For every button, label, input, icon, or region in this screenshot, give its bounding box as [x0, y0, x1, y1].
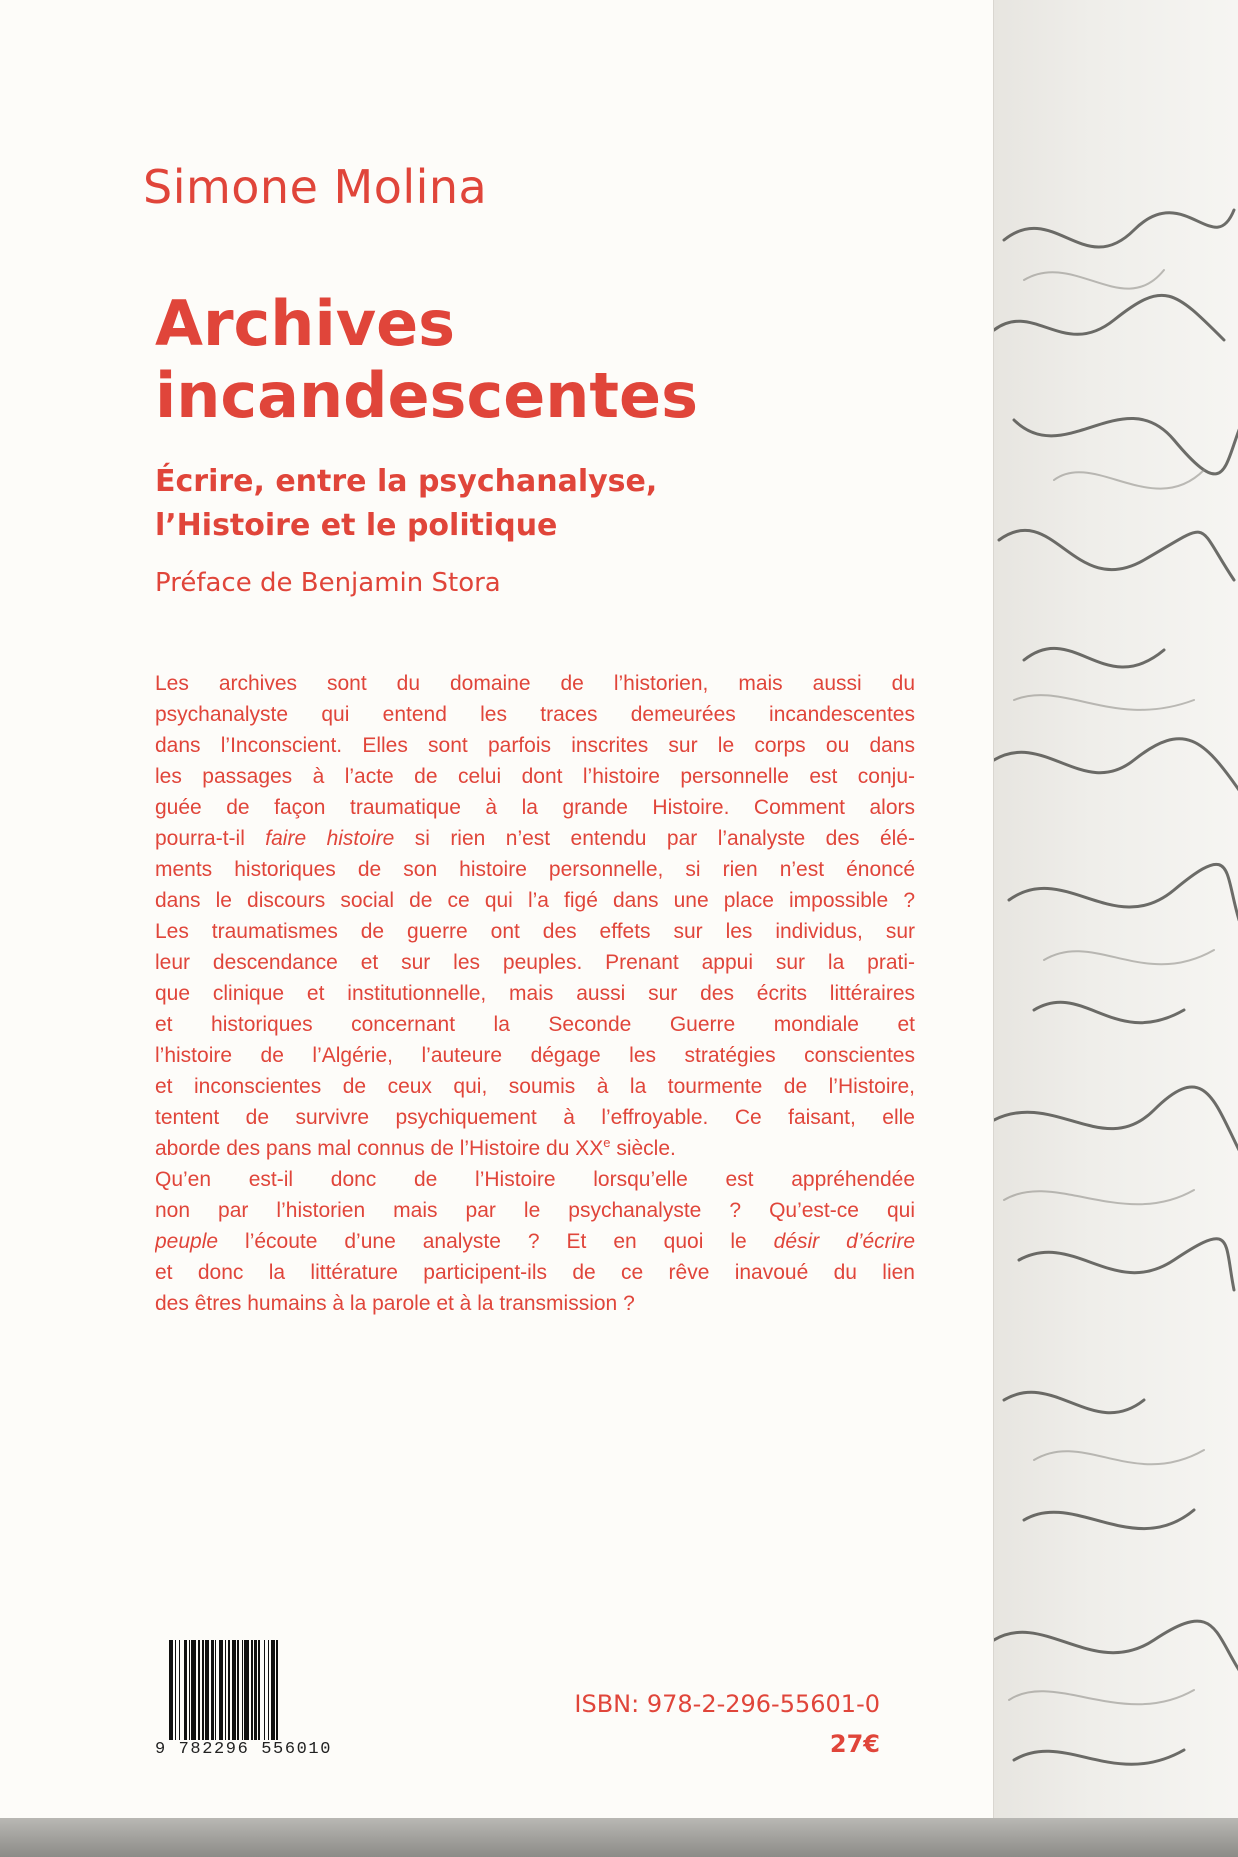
author-name: Simone Molina — [143, 160, 488, 214]
blurb-line: et inconscientes de ceux qui, soumis à la tourmente de l’Histoire, — [155, 1075, 915, 1098]
blurb-italic-phrase: désir d’écrire — [773, 1230, 915, 1253]
blurb-superscript: e — [603, 1135, 611, 1150]
blurb-line: des êtres humains à la parole et à la transmission ? — [155, 1292, 635, 1315]
blurb-italic-phrase: faire histoire — [265, 827, 395, 850]
blurb-line: Qu’en est-il donc de l’Histoire lorsqu’elle est appréhendée — [155, 1168, 915, 1191]
price-label: 27€ — [829, 1730, 880, 1758]
isbn-number: ISBN: 978-2-296-55601-0 — [574, 1690, 880, 1718]
book-subtitle — [155, 460, 657, 548]
barcode-digits: 9 782296 556010 — [155, 1740, 333, 1759]
blurb-italic-phrase: peuple — [155, 1230, 219, 1253]
blurb-line: dans l’Inconscient. Elles sont parfois inscrites sur le corps ou dans — [155, 734, 915, 757]
barcode-bars — [169, 1640, 347, 1740]
book-subtitle-line-2: l’Histoire et le politique — [155, 508, 558, 543]
blurb-line: Les traumatismes de guerre ont des effets sur les individus, sur — [155, 920, 915, 943]
artwork-svg — [994, 0, 1238, 1857]
isbn-barcode — [155, 1640, 355, 1760]
blurb-line: les passages à l’acte de celui dont l’histoire personnelle est conju- — [155, 765, 915, 788]
preface-credit: Préface de Benjamin Stora — [155, 568, 501, 598]
book-title-line-2: incandescentes — [155, 359, 698, 432]
scan-bottom-edge — [0, 1818, 1238, 1857]
blurb-line: guée de façon traumatique à la grande Histoire. Comment alors — [155, 796, 915, 819]
blurb-line: l’histoire de l’Algérie, l’auteure dégage les stratégies conscientes — [155, 1044, 915, 1067]
abstract-line-artwork — [993, 0, 1238, 1857]
book-title-line-1: Archives — [155, 287, 456, 360]
blurb-line: ments historiques de son histoire personnelle, si rien n’est énoncé — [155, 858, 915, 881]
blurb-line: dans le discours social de ce qui l’a figé dans une place impossible ? — [155, 889, 915, 912]
blurb-line: peuple l’écoute d’une analyste ? Et en quoi le désir d’écrire — [155, 1230, 915, 1253]
blurb-line: Les archives sont du domaine de l’historien, mais aussi du — [155, 672, 915, 695]
blurb-line: non par l’historien mais par le psychanalyste ? Qu’est-ce qui — [155, 1199, 915, 1222]
blurb-line: leur descendance et sur les peuples. Prenant appui sur la prati- — [155, 951, 915, 974]
blurb-line: psychanalyste qui entend les traces demeurées incandescentes — [155, 703, 915, 726]
blurb-line: et donc la littérature participent-ils de ce rêve inavoué du lien — [155, 1261, 915, 1284]
blurb-line: tentent de survivre psychiquement à l’effroyable. Ce faisant, elle — [155, 1106, 915, 1129]
blurb-line: aborde des pans mal connus de l’Histoire du XXe siècle. — [155, 1135, 676, 1160]
barcode-bar — [278, 1640, 281, 1740]
blurb-line: pourra-t-il faire histoire si rien n’est entendu par l’analyste des élé- — [155, 827, 915, 850]
blurb-line: et historiques concernant la Seconde Guerre mondiale et — [155, 1013, 915, 1036]
book-blurb — [155, 668, 915, 1319]
book-subtitle-line-1: Écrire, entre la psychanalyse, — [155, 464, 658, 499]
blurb-line: que clinique et institutionnelle, mais aussi sur des écrits littéraires — [155, 982, 915, 1005]
book-title — [155, 288, 698, 432]
